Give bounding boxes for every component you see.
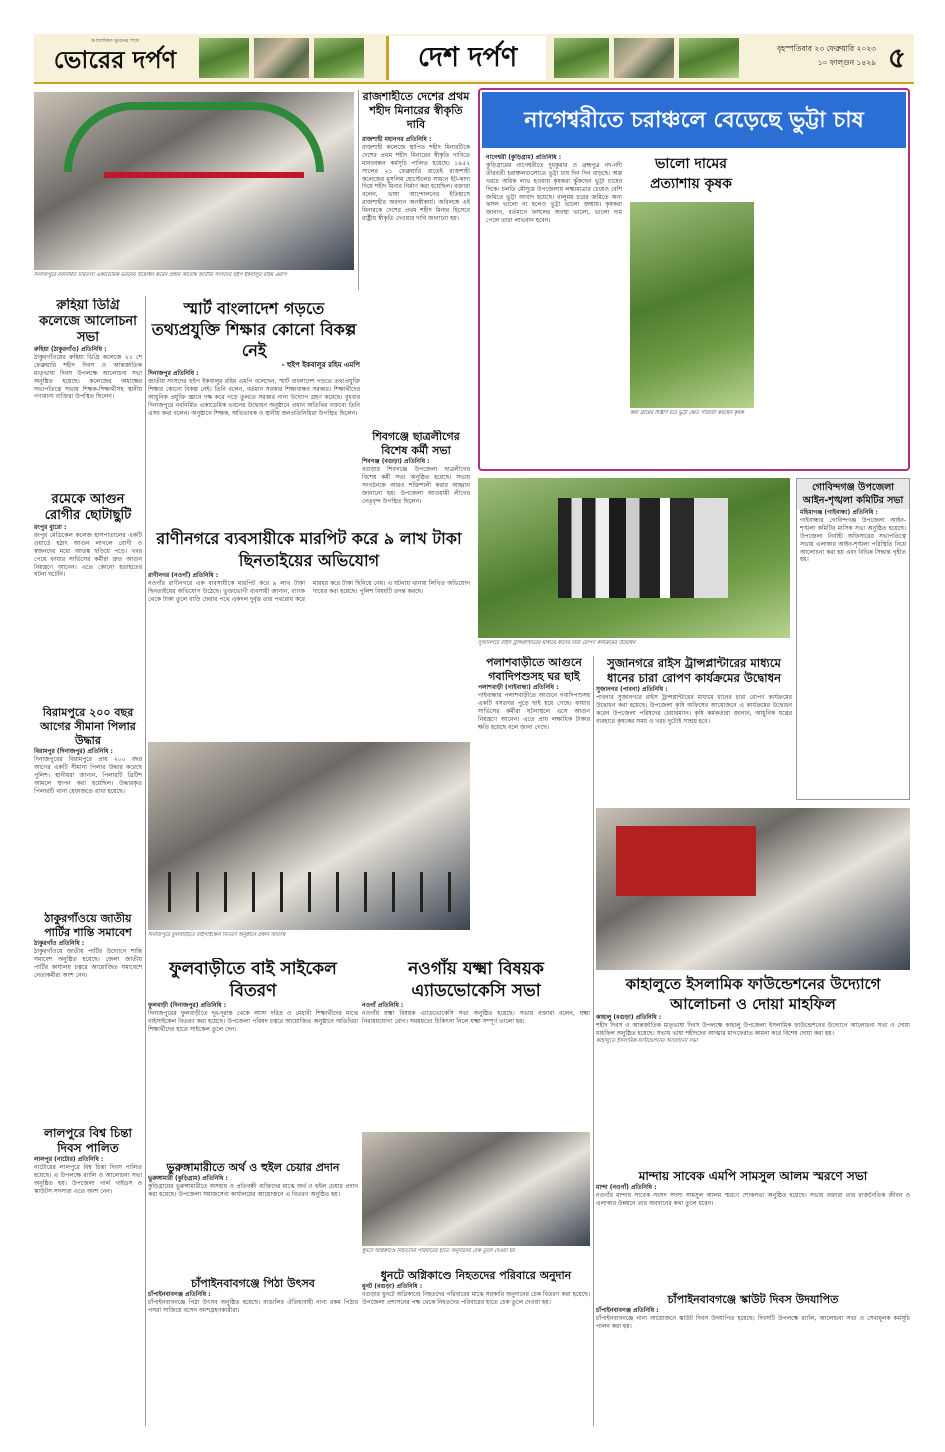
headline: শিবগঞ্জে ছাত্রলীগের বিশেষ কর্মী সভা — [372, 430, 460, 457]
speaker: - হুইপ ইকবালুর রহিম এমপি — [281, 361, 360, 369]
byline: নাগেশ্বরী (কুড়িগ্রাম) প্রতিনিধি : — [486, 154, 562, 161]
byline: বিরামপুর (দিনাজপুর) প্রতিনিধি : — [34, 748, 113, 755]
article-body: নাটোরের লালপুরে বিশ্ব চিন্তা দিবস পালিত হয়েছে। এ উপলক্ষে র‍্যালি ও আলোচনা সভা অনুষ্ঠিত হয়। উপজেলা গার্ল গাইডস ও স্কাউটস সদস্যরা এতে অংশ নেন। — [34, 1163, 142, 1195]
article-kahaloo[interactable] — [596, 974, 910, 1164]
subheadline: ভালো দামের প্রত্যাশায় কৃষক — [650, 156, 732, 192]
article-body-col3 — [760, 154, 904, 466]
headline: বিরামপুরে ২০০ বছর আগের সীমানা পিলার উদ্ধার — [40, 706, 136, 747]
article-pitha[interactable] — [148, 1276, 358, 1426]
byline: ঠাকুরগাঁও প্রতিনিধি : — [34, 940, 85, 947]
byline: পলাশবাড়ী (গাইবান্ধা) প্রতিনিধি : — [478, 684, 559, 691]
article-body: চাঁপাইনবাবগঞ্জে পিঠা উৎসব অনুষ্ঠিত হয়েছে। বাঙালির ঐতিহ্যবাহী নানা রকম পিঠার পসরা সাজিয়ে বসেন অংশগ্রহণকারীরা। — [148, 1298, 358, 1314]
headline: রাণীনগরে ব্যবসায়ীকে মারপিট করে ৯ লাখ টাকা ছিনতাইয়ের অভিযোগ — [156, 529, 462, 570]
article-ruhia[interactable] — [34, 298, 142, 488]
article-manda[interactable] — [596, 1168, 910, 1288]
article-body: জাতীয় সংসদের হুইপ ইকবালুর রহিম এমপি বলেছেন, স্মার্ট বাংলাদেশ গড়তে তথ্যপ্রযুক্তি শিক্ষার কোনো বিকল্প নেই। তিনি বলেন, বর্তমান সরকার শিক্ষাবান্ধব সরকার। শিক্ষার্থীদের আধুনিক প্রযুক্তি জ্ঞানে দক্ষ করে গড়ে তুলতে সরকার নানা উদ্যোগ গ্রহণ করেছে। বুধবার দিনাজপুরে নবনির্মিত একাডেমিক ভবনের উদ্বোধন অনুষ্ঠানে প্রধান অতিথির বক্তব্যে তিনি এসব কথা বলেন। অনুষ্ঠানে শিক্ষক, অভিভাবক ও স্থানীয় জনপ্রতিনিধিরা উপস্থিত ছিলেন। — [148, 378, 360, 417]
article-lalpur[interactable] — [34, 1126, 142, 1426]
article-body: রাজশাহী কলেজে স্থাপিত শহীদ মিনারটিকে দেশের প্রথম শহীদ মিনারের স্বীকৃতি দাবিতে মানববন্ধন কর্মসূচি পালিত হয়েছে। ১৯৫২ সালের ২১ ফেব্রুয়ারি রাতেই রাজশাহী কলেজের মুসলিম হোস্টেলের সামনে ইট-কাদা দিয়ে শহীদ মিনার নির্মাণ করা হয়েছিল। বক্তারা বলেন, ভাষা আন্দোলনের ইতিহাসে রাজশাহীর অবদান অনস্বীকার্য। অবিলম্বে এই মিনারকে দেশের প্রথম শহীদ মিনার হিসেবে রাষ্ট্রীয় স্বীকৃতি দেওয়ার দাবি জানানো হয়। — [362, 143, 470, 223]
article-body: ঠাকুরগাঁওয়ে জাতীয় পার্টির উদ্যোগে শান্তি সমাবেশ অনুষ্ঠিত হয়েছে। জেলা জাতীয় পার্টির কার্যালয় চত্বরে আয়োজিত সমাবেশে নেতাকর্মীরা অংশ নেন। — [34, 947, 142, 979]
article-body: নওগাঁর রাণীনগরে এক ব্যবসায়ীকে মারপিট করে ৯ লাখ টাকা ছিনতাইয়ের অভিযোগ উঠেছে। ভুক্তভোগী ব্যবসায়ী জানান, ব্যাংক থেকে টাকা তুলে বাড়ি ফেরার পথে একদল দুর্বৃত্ত তার পথরোধ করে মারধর করে টাকা ছিনিয়ে নেয়। এ ঘটনায় থানায় লিখিত অভিযোগ দায়ের করা হয়েছে। পুলিশ বিষয়টি তদন্ত করছে। — [148, 579, 470, 603]
byline: রুহিয়া (ঠাকুরগাঁও) প্রতিনিধি : — [34, 346, 107, 353]
column-rule — [593, 656, 594, 1426]
article-bhurunga[interactable] — [148, 1160, 358, 1270]
headline: চাঁপাইনবাবগঞ্জে স্কাউট দিবস উদযাপিত — [667, 1293, 839, 1306]
kahaloo-caption: কাহালুতে ইসলামিক ফাউন্ডেশনের আলোচনা সভা — [596, 1037, 698, 1044]
header-photo-6 — [679, 38, 739, 78]
article-fire[interactable] — [34, 492, 142, 702]
headline: ভুরুঙ্গামারীতে অর্থ ও হুইল চেয়ার প্রদান — [166, 1161, 340, 1174]
column-rule — [145, 296, 146, 1426]
ribbon — [104, 172, 304, 178]
dhunot-photo — [362, 1132, 590, 1246]
headline: রমেকে আগুন রোগীর ছোটাছুটি — [44, 492, 132, 523]
article-body: গাইবান্ধার গোবিন্দগঞ্জ উপজেলা আইন-শৃঙ্খলা কমিটির মাসিক সভা অনুষ্ঠিত হয়েছে। উপজেলা নির্বাহী অফিসারের সভাপতিত্বে সভায় এলাকার আইন-শৃঙ্খলা পরিস্থিতি নিয়ে আলোচনা করা হয় এবং বিভিন্ন সিদ্ধান্ত গৃহীত হয়। — [800, 516, 906, 564]
rice-caption: সুজানগরে রাইস ট্রান্সপ্লান্টারের মাধ্যমে ধানের চারা রোপণ কার্যক্রমের উদ্বোধন — [478, 640, 636, 646]
headline: রুহিয়া ডিগ্রি কলেজে আলোচনা সভা — [39, 298, 137, 345]
article-birampur[interactable] — [34, 706, 142, 906]
article-body: দিনাজপুরের বিরামপুরে প্রায় ২০০ বছর আগের একটি সীমানা পিলার উদ্ধার করেছে পুলিশ। স্থানীয়রা জানান, পিলারটি ব্রিটিশ আমলে স্থাপন করা হয়েছিল। উদ্ধারকৃত পিলারটি থানা হেফাজতে রাখা হয়েছে। — [34, 755, 142, 795]
bicycles-row — [168, 872, 458, 912]
photo-caption: কয়া গ্রামের বিস্তীর্ণ চরে ভুট্টা ক্ষেত পরিচর্যা করছেন কৃষক — [630, 410, 744, 416]
article-body-col1 — [486, 154, 622, 466]
article-body: নওগাঁয় যক্ষ্মা বিষয়ক এ্যাডভোকেসি সভা অনুষ্ঠিত হয়েছে। সভায় বক্তারা বলেন, যক্ষ্মা নিরাময়যোগ্য রোগ। সময়মতো চিকিৎসা নিলে যক্ষ্মা সম্পূর্ণ ভালো হয়। — [362, 1009, 590, 1025]
headline: মান্দায় সাবেক এমপি সামসুল আলম স্মরণে সভা — [638, 1169, 868, 1183]
headline: ঠাকুরগাঁওয়ে জাতীয় পার্টির শান্তি সমাবেশ — [44, 912, 132, 939]
headline: চাঁপাইনবাবগঞ্জে পিঠা উৎসব — [191, 1277, 315, 1290]
article-scout[interactable] — [596, 1292, 910, 1428]
article-body: দিনাজপুরের ফুলবাড়ীতে দূর-দূরান্ত থেকে আসা দরিদ্র ও মেধাবী শিক্ষার্থীদের মাঝে বাইসাইকেল বিতরণ করা হয়েছে। উপজেলা পরিষদ চত্বরে আয়োজিত অনুষ্ঠানে অতিথিরা শিক্ষার্থীদের হাতে সাইকেল তুলে দেন। — [148, 1009, 358, 1033]
headline: ফুলবাড়ীতে বাই সাইকেল বিতরণ — [169, 959, 337, 1001]
banner — [616, 826, 756, 896]
article-dhunot[interactable] — [362, 1268, 590, 1428]
byline: রাজশাহী মহানগর প্রতিনিধি : — [362, 136, 432, 143]
rice-transplanter-photo — [478, 478, 790, 638]
byline: ধুনট (বগুড়া) প্রতিনিধি : — [362, 1283, 423, 1290]
headline: পলাশবাড়ীতে আগুনে গবাদিপশুসহ ঘর ছাই — [486, 656, 582, 683]
article-body: ঠাকুরগাঁওয়ের রুহিয়া ডিগ্রি কলেজে ২১ শে ফেব্রুয়ারি শহীদ দিবস ও আন্তর্জাতিক মাতৃভাষা দিবস উপলক্ষে আলোচনা সভা অনুষ্ঠিত হয়েছে। কলেজের অধ্যক্ষের সভাপতিত্বে সভায় শিক্ষক-শিক্ষার্থীসহ স্থানীয় গণ্যমান্য ব্যক্তিরা উপস্থিত ছিলেন। — [34, 353, 142, 401]
byline: নওগাঁ প্রতিনিধি : — [362, 1002, 404, 1009]
header-photo-5 — [614, 38, 674, 78]
headline: নাগেশ্বরীতে চরাঞ্চলে বেড়েছে ভুট্টা চাষ — [482, 92, 906, 148]
header-photo-4 — [554, 38, 609, 78]
byline: কাহালু (বগুড়া) প্রতিনিধি : — [596, 1014, 662, 1021]
top-photo — [34, 92, 354, 270]
page-number: ৫ — [887, 41, 907, 74]
article-body: বগুড়ার ধুনটে অগ্নিকাণ্ডে নিহতদের পরিবারের মাঝে সরকারি অনুদানের চেক বিতরণ করা হয়েছে। উপজেলা প্রশাসনের পক্ষ থেকে নিহতদের পরিবারের হাতে চেক তুলে দেওয়া হয়। — [362, 1290, 590, 1306]
article-raninagar[interactable] — [148, 528, 470, 738]
header-photo-1 — [199, 38, 249, 78]
article-body: গাইবান্ধার পলাশবাড়ীতে আগুনে গবাদিপশুসহ একটি বসতঘর পুড়ে ছাই হয়ে গেছে। ফায়ার সার্ভিসের কর্মীরা ঘটনাস্থলে এসে আগুন নিয়ন্ত্রণে আনেন। এতে প্রায় লক্ষাধিক টাকার ক্ষতি হয়েছে বলে জানা গেছে। — [478, 691, 590, 731]
header-photo-3 — [314, 38, 364, 78]
headline: রাজশাহীতে দেশের প্রথম শহীদ মিনারের স্বীকৃতি দাবি — [362, 90, 470, 131]
byline: শিবগঞ্জ (বগুড়া) প্রতিনিধি : — [362, 458, 430, 465]
article-body: নওগাঁর মান্দায় সাবেক সংসদ সদস্য সামসুল আলম স্মরণে শোকসভা অনুষ্ঠিত হয়েছে। সভায় বক্তারা তার রাজনৈতিক জীবন ও এলাকার উন্নয়নে তার অবদানের কথা তুলে ধরেন। — [596, 1191, 910, 1207]
byline: লালপুর (নাটোর) প্রতিনিধি : — [34, 1156, 104, 1163]
article-naogaon[interactable] — [362, 958, 590, 1128]
article-body: কুড়িগ্রামের ভুরুঙ্গামারীতে অসহায় ও প্রতিবন্ধী ব্যক্তিদের মাঝে অর্থ ও হুইল চেয়ার প্রদান করা হয়েছে। উপজেলা সমাজসেবা কার্যালয়ের আয়োজনে এ বিতরণ অনুষ্ঠিত হয়। — [148, 1182, 358, 1198]
column-rule — [358, 90, 359, 290]
top-photo-caption: দিনাজপুরে নবনির্মিত চারতলা একাডেমিক ভবনের উদ্বোধন করেন প্রধান অতিথি জাতীয় সংসদের হুইপ ইকবালুর রহিম এমপি — [34, 272, 287, 278]
headline: স্মার্ট বাংলাদেশ গড়তে তথ্যপ্রযুক্তি শিক্ষার কোনো বিকল্প নেই — [151, 299, 357, 360]
article-palashbari[interactable] — [478, 656, 590, 956]
headline: কাহালুতে ইসলামিক ফাউন্ডেশনের উদ্যোগে আলোচনা ও দোয়া মাহফিল — [625, 975, 881, 1013]
byline: সুজানগর (পাবনা) প্রতিনিধি : — [596, 686, 668, 693]
byline: মহিমাগঞ্জ (গাইবান্ধা) প্রতিনিধি : — [800, 509, 878, 516]
logo-text: ভোরের দর্পণ — [53, 44, 177, 74]
officials-group — [558, 498, 728, 598]
byline: চাঁপাইনবাবগঞ্জ প্রতিনিধি : — [596, 1307, 659, 1314]
bicycle-photo — [148, 742, 470, 930]
article-thakurgaon[interactable] — [34, 912, 142, 1122]
byline: ভুরুঙ্গামারী (কুড়িগ্রাম) প্রতিনিধি : — [148, 1175, 228, 1182]
byline: রাণীনগর (নওগাঁ) প্রতিনিধি : — [148, 572, 219, 579]
byline: দিনাজপুর প্রতিনিধি : — [148, 370, 199, 378]
corn-field-photo — [630, 202, 754, 408]
byline: মান্দা (নওগাঁ) প্রতিনিধি : — [596, 1184, 657, 1191]
section-title: দেশ দর্পণ — [386, 36, 546, 80]
bicycle-caption: দিনাজপুরে ফুলবাড়ীতে বাইসাইকেল বিতরণ অনুষ্ঠানে প্রধান অতিথি — [148, 932, 286, 938]
article-body: কুড়িগ্রামের নাগেশ্বরীতে দুধকুমার ও ব্রহ্মপুত্র নদ-নদী তীরবর্তী চরাঞ্চলগুলোতে ভুট্টা চাষ দিন দিন বাড়ছে। অল্প খরচে অধিক লাভ হওয়ায় কৃষকরা ঝুঁকছেন ভুট্টা চাষের দিকে। চলতি মৌসুমে উপজেলায় লক্ষ্যমাত্রার চেয়েও বেশি জমিতে ভুট্টা আবাদ হয়েছে। বালুময় চরের জমিতে অন্য ফসল ভালো না হলেও ভুট্টা ভালো জন্মায়। কৃষকরা জানান, বর্তমানে ফসলের অবস্থা ভালো, ভালো দাম পেলে তারা লাভবান হবেন। — [486, 161, 622, 225]
headline: গোবিন্দগঞ্জ উপজেলা আইন-শৃঙ্খলা কমিটির সভা — [797, 479, 909, 509]
article-shaheed-minar[interactable] — [362, 90, 470, 430]
article-body: রংপুর মেডিকেল কলেজ হাসপাতালের একটি ওয়ার্ডে হঠাৎ আগুন লাগলে রোগী ও স্বজনদের মধ্যে আতঙ্ক ছড়িয়ে পড়ে। খবর পেয়ে ফায়ার সার্ভিসের কর্মীরা দ্রুত আগুন নিয়ন্ত্রণে আনেন। এতে কোনো হতাহতের ঘটনা ঘটেনি। — [34, 531, 142, 579]
article-body: বগুড়ার শিবগঞ্জে উপজেলা ছাত্রলীগের বিশেষ কর্মী সভা অনুষ্ঠিত হয়েছে। সভায় সংগঠনকে আরও শক্তিশালী করার আহ্বান জানানো হয়। উপজেলা আওয়ামী লীগের নেতৃবৃন্দ উপস্থিত ছিলেন। — [362, 465, 470, 505]
page-header — [34, 34, 914, 84]
article-phulbari[interactable] — [148, 958, 358, 1154]
date-line-1: বৃহস্পতিবার ২৩ ফেব্রুয়ারি ২০২৩ — [777, 44, 876, 53]
article-body: শহীদ দিবস ও আন্তর্জাতিক মাতৃভাষা দিবস উপলক্ষে কাহালু উপজেলা ইসলামিক ফাউন্ডেশনের উদ্যোগে আলোচনা সভা ও দোয়া মাহফিল অনুষ্ঠিত হয়েছে। সভায় ভাষা শহীদদের আত্মার মাগফেরাত কামনা করে বিশেষ দোয়া করা হয়। — [596, 1021, 910, 1037]
date-line-2: ১০ ফাল্গুন ১৪২৯ — [817, 58, 876, 67]
dhunot-caption: ধুনটে অগ্নিকাণ্ডে নিহতদের পরিবারের হাতে অনুদানের চেক তুলে দেওয়া হয় — [362, 1248, 515, 1254]
balloon-arch — [64, 102, 324, 172]
byline: চাঁপাইনবাবগঞ্জ প্রতিনিধি : — [148, 1291, 211, 1298]
article-body: চাঁপাইনবাবগঞ্জে নানা আয়োজনে স্কাউট দিবস উদযাপিত হয়েছে। দিবসটি উপলক্ষে র‍্যালি, আলোচনা সভা ও সেবামূলক কর্মসূচি পালন করা হয়। — [596, 1314, 910, 1330]
byline: ফুলবাড়ী (দিনাজপুর) প্রতিনিধি : — [148, 1002, 227, 1009]
headline: নওগাঁয় যক্ষ্মা বিষয়ক এ্যাডভোকেসি সভা — [408, 959, 544, 1001]
headline: ধুনটে অগ্নিকাণ্ডে নিহতদের পরিবারে অনুদান — [380, 1269, 572, 1282]
article-sujanagar[interactable] — [596, 656, 792, 806]
article-body: পাবনার সুজানগরে রাইস ট্রান্সপ্লান্টারের মাধ্যমে ধানের চারা রোপণ কার্যক্রমের উদ্বোধন করা হয়েছে। উপজেলা কৃষি অফিসের আয়োজনে এ কার্যক্রমের উদ্বোধন করেন উপজেলা পরিষদের চেয়ারম্যান। কৃষি কর্মকর্তারা জানান, আধুনিক যন্ত্রের ব্যবহারে কৃষকের সময় ও খরচ দুটোই সাশ্রয় হবে। — [596, 693, 792, 725]
headline: লালপুরে বিশ্ব চিন্তা দিবস পালিত — [44, 1126, 132, 1155]
article-shibganj[interactable] — [362, 430, 470, 535]
article-gobindaganj[interactable] — [796, 478, 910, 800]
masthead-logo[interactable] — [40, 38, 190, 78]
kahaloo-photo — [596, 808, 910, 970]
article-smart[interactable] — [148, 298, 360, 520]
article-bhutta[interactable] — [478, 88, 910, 471]
logo-tagline: আলোকিত ভুবনের পথে — [91, 38, 139, 44]
header-photo-2 — [254, 38, 309, 78]
byline: রংপুর ব্যুরো : — [34, 524, 67, 531]
headline: সুজানগরে রাইস ট্রান্সপ্লান্টারের মাধ্যমে ধানের চারা রোপণ কার্যক্রমের উদ্বোধন — [607, 656, 781, 685]
